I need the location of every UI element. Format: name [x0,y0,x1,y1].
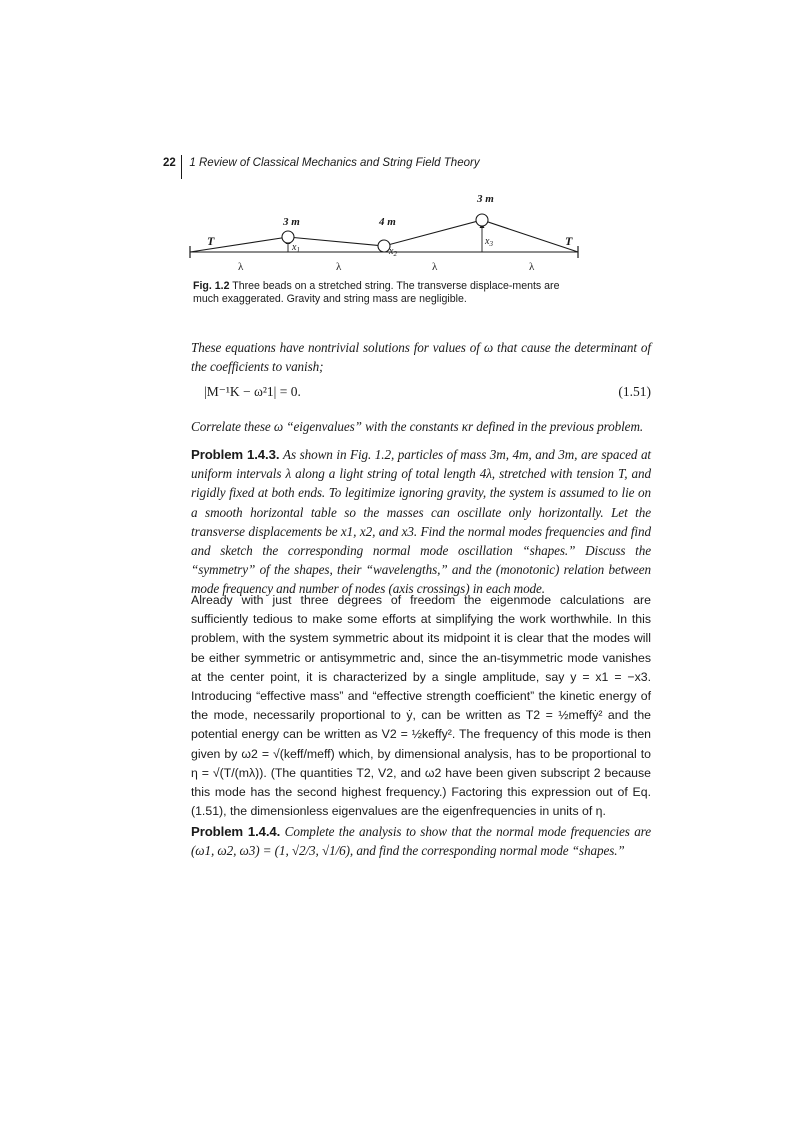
problem-1-4-3-text: As shown in Fig. 1.2, particles of mass 3m, 4m, and 3m, are spaced at uniform intervals λ along a light string of total length 4λ, stretched with tension T, and rigidly fixed at both ends. To legitimize ignoring gravity, the system is assumed to lie on a smooth horizontal table so the masses can oscillate only horizontally. Let the transverse displacements be x1, x2, and x3. Find the normal modes frequencies and find and sketch the corresponding normal mode oscillation “shapes.” Discuss the “symmetry” of the shapes, their “wavelengths,” and the (monotonic) relation between mode frequency and number of nodes (axis crossings) in each mode. [191,447,651,597]
equation-number: (1.51) [618,384,651,399]
problem-1-4-3-label: Problem 1.4.3. [191,447,280,462]
running-header [163,155,480,179]
equation-1-51 [191,384,651,400]
problem-1-4-3 [191,445,651,599]
bead-string-diagram [186,190,586,275]
tension-label-right: T [565,234,573,248]
caption-label: Fig. 1.2 [193,280,230,292]
problem-1-4-4 [191,822,651,860]
paragraph-determinant: These equations have nontrivial solutions for values of ω that cause the determinant of the coefficients to vanish; [191,340,651,375]
header-rule [181,155,183,179]
spacing-label-3: λ [432,261,438,273]
running-title: 1 Review of Classical Mechanics and String Field Theory [189,157,480,169]
paragraph-eigenvalues: Correlate these ω “eigenvalues” with the constants κr defined in the previous problem. [191,419,644,434]
tension-label-left: T [207,234,215,248]
spacing-label-1: λ [238,261,244,273]
mass-label-2: 4 m [379,216,396,228]
equation-expression: |M⁻¹K − ω²1| = 0. [204,384,301,399]
mass-label-1: 3 m [283,216,300,228]
displacement-label-2: $x_2$ [389,246,397,258]
caption-text: Three beads on a stretched string. The transverse displace-ments are much exaggerated. Gravity and string mass are negligible. [193,280,560,305]
spacing-label-4: λ [529,261,535,273]
problem-1-4-4-label: Problem 1.4.4. [191,824,281,839]
page-number: 22 [163,157,176,169]
body-paragraph: Already with just three degrees of freedom the eigenmode calculations are sufficiently tedious to make some efforts at simplifying the work worthwhile. In this problem, with the system symmetric about its midpoint it is clear that the modes will be either symmetric or antisymmetric and, since the an-tisymmetric mode vanishes at the center point, it is characterized by a single amplitude, say y = x1 = −x3. Introducing “effective mass” and “effective strength coefficient” the kinetic energy of the mode, necessarily proportional to ẏ, can be written as T2 = ½meffẏ² and the potential energy can be written as V2 = ½keffy². The frequency of this mode is then given by ω2 = √(keff/meff) which, by dimensional analysis, has to be proportional to η = √(T/(mλ)). (The quantities T2, V2, and ω2 have been given subscript 2 because this mode has the second highest frequency.) Factoring this expression out of Eq. (1.51), the dimensionless eigenvalues are the eigenfrequencies in units of η. [191,593,651,819]
bead-3 [476,214,488,226]
displacement-label-3: $x_3$ [485,236,493,248]
mass-label-3: 3 m [477,193,494,205]
displacement-label-1: $x_1$ [292,242,300,254]
spacing-label-2: λ [336,261,342,273]
problem-1-4-4-text: Complete the analysis to show that the normal mode frequencies are (ω1, ω2, ω3) = (1, √2/3, √1/6), and find the corresponding normal mode “shapes.” [191,824,651,859]
figure-caption [193,280,563,306]
